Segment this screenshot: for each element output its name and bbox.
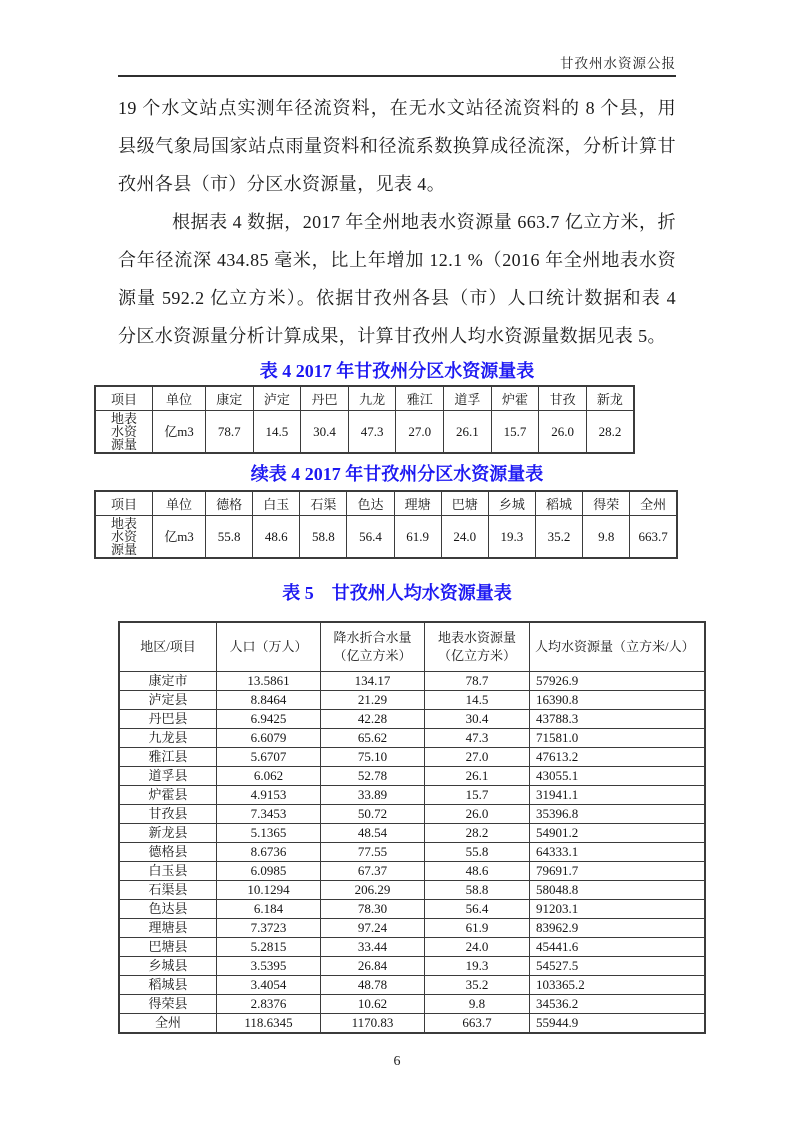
value-cell: 5.2815 (217, 938, 321, 957)
value-cell: 8.6736 (217, 843, 321, 862)
value-cell: 14.5 (253, 411, 301, 454)
table-header-row (95, 491, 677, 516)
body-paragraph-2: 根据表 4 数据，2017 年全州地表水资源量 663.7 亿立方米，折合年径流深 434.85 毫米，比上年增加 12.1 %（2016 年全州地表水资源量 592.2 亿立方米）。依据甘孜州各县（市）人口统计数据和表 4 分区水资源量分析计算成果，计算甘孜州人均水资源量数据见表 5。 (118, 212, 676, 346)
value-cell: 54901.2 (530, 824, 706, 843)
table4-title: 表 4 2017 年甘孜州分区水资源量表 (259, 361, 535, 381)
value-cell: 56.4 (347, 516, 394, 559)
value-cell: 134.17 (321, 672, 425, 691)
column-header-cell: 炉霍 (491, 386, 539, 411)
value-cell: 24.0 (441, 516, 488, 559)
value-cell: 91203.1 (530, 900, 706, 919)
value-cell: 79691.7 (530, 862, 706, 881)
column-header-cell: 单位 (153, 386, 206, 411)
table-row (119, 919, 705, 938)
header-rule (118, 75, 676, 77)
table-row (119, 976, 705, 995)
value-cell: 28.2 (425, 824, 530, 843)
value-cell: 54527.5 (530, 957, 706, 976)
table-row (119, 900, 705, 919)
column-header-cell: 康定 (206, 386, 254, 411)
value-cell: 47613.2 (530, 748, 706, 767)
value-cell: 3.4054 (217, 976, 321, 995)
value-cell: 27.0 (425, 748, 530, 767)
column-header-cell: 道孚 (444, 386, 492, 411)
column-header-cell: 得荣 (583, 491, 630, 516)
table-row (119, 862, 705, 881)
value-cell: 7.3453 (217, 805, 321, 824)
value-cell: 13.5861 (217, 672, 321, 691)
value-cell: 52.78 (321, 767, 425, 786)
value-cell: 26.0 (425, 805, 530, 824)
value-cell: 28.2 (586, 411, 634, 454)
value-cell: 10.62 (321, 995, 425, 1014)
column-header-cell: 项目 (95, 386, 153, 411)
row-label-cell: 白玉县 (119, 862, 217, 881)
value-cell: 9.8 (583, 516, 630, 559)
value-cell: 45441.6 (530, 938, 706, 957)
value-cell: 65.62 (321, 729, 425, 748)
page-footer (118, 1054, 676, 1070)
row-label-cell: 雅江县 (119, 748, 217, 767)
row-label-cell: 乡城县 (119, 957, 217, 976)
value-cell: 4.9153 (217, 786, 321, 805)
column-header-cell: 乡城 (488, 491, 535, 516)
row-label-cell: 全州 (119, 1014, 217, 1034)
column-header-cell: 色达 (347, 491, 394, 516)
table4b-body (95, 516, 677, 559)
value-cell: 663.7 (630, 516, 677, 559)
row-label-cell: 新龙县 (119, 824, 217, 843)
table-row (119, 843, 705, 862)
row-label-cell: 丹巴县 (119, 710, 217, 729)
value-cell: 31941.1 (530, 786, 706, 805)
value-cell: 33.44 (321, 938, 425, 957)
row-label-cell: 泸定县 (119, 691, 217, 710)
row-label-cell: 康定市 (119, 672, 217, 691)
value-cell: 58.8 (300, 516, 347, 559)
table-row (119, 995, 705, 1014)
row-label-cell: 石渠县 (119, 881, 217, 900)
column-header-cell: 丹巴 (301, 386, 349, 411)
value-cell: 55.8 (425, 843, 530, 862)
table-row (119, 938, 705, 957)
value-cell: 57926.9 (530, 672, 706, 691)
table-row (119, 1014, 705, 1034)
value-cell: 26.84 (321, 957, 425, 976)
value-cell: 5.6707 (217, 748, 321, 767)
column-header-cell: 雅江 (396, 386, 444, 411)
value-cell: 34536.2 (530, 995, 706, 1014)
value-cell: 35.2 (425, 976, 530, 995)
column-header-cell: 石渠 (300, 491, 347, 516)
value-cell: 6.184 (217, 900, 321, 919)
value-cell: 47.3 (348, 411, 396, 454)
table-row (119, 824, 705, 843)
value-cell: 42.28 (321, 710, 425, 729)
table-header-row (95, 386, 634, 411)
table-row (119, 957, 705, 976)
value-cell: 35.2 (535, 516, 582, 559)
value-cell: 6.9425 (217, 710, 321, 729)
table-row (119, 672, 705, 691)
table-row (119, 729, 705, 748)
row-label-cell: 稻城县 (119, 976, 217, 995)
table5-per-capita-water-resources (118, 621, 706, 1034)
column-header-cell: 人均水资源量（立方米/人） (530, 622, 706, 672)
value-cell: 16390.8 (530, 691, 706, 710)
value-cell: 亿m3 (153, 516, 206, 559)
table-header-row (119, 622, 705, 672)
row-label-cell: 理塘县 (119, 919, 217, 938)
table-row (119, 881, 705, 900)
value-cell: 6.062 (217, 767, 321, 786)
value-cell: 6.0985 (217, 862, 321, 881)
value-cell: 78.7 (425, 672, 530, 691)
column-header-cell: 人口（万人） (217, 622, 321, 672)
value-cell: 43788.3 (530, 710, 706, 729)
value-cell: 48.6 (253, 516, 300, 559)
value-cell: 30.4 (301, 411, 349, 454)
value-cell: 15.7 (491, 411, 539, 454)
column-header-cell: 白玉 (253, 491, 300, 516)
running-header-title: 甘孜州水资源公报 (560, 56, 676, 71)
value-cell: 77.55 (321, 843, 425, 862)
row-label-cell: 得荣县 (119, 995, 217, 1014)
row-label-cell: 地表水资源量 (95, 411, 153, 454)
value-cell: 15.7 (425, 786, 530, 805)
column-header-cell: 泸定 (253, 386, 301, 411)
page-number: 6 (393, 1054, 401, 1069)
table4-continued-title: 续表 4 2017 年甘孜州分区水资源量表 (250, 464, 544, 484)
value-cell: 663.7 (425, 1014, 530, 1034)
value-cell: 26.0 (539, 411, 587, 454)
column-header-cell: 全州 (630, 491, 677, 516)
body-paragraph-1: 19 个水文站点实测年径流资料，在无水文站径流资料的 8 个县，用县级气象局国家站点雨量资料和径流系数换算成径流深，分析计算甘孜州各县（市）分区水资源量，见表 4。 (118, 98, 676, 194)
value-cell: 61.9 (425, 919, 530, 938)
row-label-cell: 地表水资源量 (95, 516, 153, 559)
table-row (119, 786, 705, 805)
column-header-cell: 地区/项目 (119, 622, 217, 672)
value-cell: 71581.0 (530, 729, 706, 748)
row-label-cell: 巴塘县 (119, 938, 217, 957)
table-row (119, 767, 705, 786)
table4-head (95, 386, 634, 411)
value-cell: 7.3723 (217, 919, 321, 938)
table5-head (119, 622, 705, 672)
column-header-cell: 甘孜 (539, 386, 587, 411)
value-cell: 78.30 (321, 900, 425, 919)
value-cell: 55.8 (206, 516, 253, 559)
table4-continued-water-resources-by-district (94, 490, 678, 559)
value-cell: 5.1365 (217, 824, 321, 843)
column-header-cell: 降水折合水量（亿立方米） (321, 622, 425, 672)
column-header-cell: 项目 (95, 491, 153, 516)
value-cell: 亿m3 (153, 411, 206, 454)
table-row (119, 805, 705, 824)
table5-body (119, 672, 705, 1034)
value-cell: 21.29 (321, 691, 425, 710)
running-header (118, 0, 676, 77)
row-label-cell: 炉霍县 (119, 786, 217, 805)
row-label-cell: 德格县 (119, 843, 217, 862)
row-label-cell: 甘孜县 (119, 805, 217, 824)
value-cell: 3.5395 (217, 957, 321, 976)
row-label-cell: 色达县 (119, 900, 217, 919)
column-header-cell: 新龙 (586, 386, 634, 411)
value-cell: 55944.9 (530, 1014, 706, 1034)
column-header-cell: 地表水资源量（亿立方米） (425, 622, 530, 672)
column-header-cell: 单位 (153, 491, 206, 516)
content-area (110, 0, 695, 1034)
value-cell: 6.6079 (217, 729, 321, 748)
value-cell: 64333.1 (530, 843, 706, 862)
value-cell: 10.1294 (217, 881, 321, 900)
value-cell: 103365.2 (530, 976, 706, 995)
table-row (119, 748, 705, 767)
value-cell: 1170.83 (321, 1014, 425, 1034)
value-cell: 48.78 (321, 976, 425, 995)
value-cell: 67.37 (321, 862, 425, 881)
value-cell: 27.0 (396, 411, 444, 454)
value-cell: 118.6345 (217, 1014, 321, 1034)
value-cell: 206.29 (321, 881, 425, 900)
row-label-cell: 道孚县 (119, 767, 217, 786)
value-cell: 83962.9 (530, 919, 706, 938)
table-row (119, 691, 705, 710)
table-row (119, 710, 705, 729)
table4-body (95, 411, 634, 454)
value-cell: 19.3 (425, 957, 530, 976)
value-cell: 47.3 (425, 729, 530, 748)
value-cell: 56.4 (425, 900, 530, 919)
value-cell: 19.3 (488, 516, 535, 559)
value-cell: 2.8376 (217, 995, 321, 1014)
value-cell: 24.0 (425, 938, 530, 957)
value-cell: 14.5 (425, 691, 530, 710)
value-cell: 58.8 (425, 881, 530, 900)
column-header-cell: 理塘 (394, 491, 441, 516)
value-cell: 43055.1 (530, 767, 706, 786)
table5-title: 表 5 甘孜州人均水资源量表 (282, 583, 512, 603)
value-cell: 61.9 (394, 516, 441, 559)
value-cell: 58048.8 (530, 881, 706, 900)
value-cell: 50.72 (321, 805, 425, 824)
value-cell: 30.4 (425, 710, 530, 729)
value-cell: 9.8 (425, 995, 530, 1014)
value-cell: 48.6 (425, 862, 530, 881)
value-cell: 26.1 (425, 767, 530, 786)
value-cell: 8.8464 (217, 691, 321, 710)
column-header-cell: 九龙 (348, 386, 396, 411)
column-header-cell: 德格 (206, 491, 253, 516)
value-cell: 48.54 (321, 824, 425, 843)
value-cell: 97.24 (321, 919, 425, 938)
value-cell: 35396.8 (530, 805, 706, 824)
value-cell: 33.89 (321, 786, 425, 805)
column-header-cell: 巴塘 (441, 491, 488, 516)
value-cell: 78.7 (206, 411, 254, 454)
value-cell: 75.10 (321, 748, 425, 767)
table-row (95, 411, 634, 454)
column-header-cell: 稻城 (535, 491, 582, 516)
value-cell: 26.1 (444, 411, 492, 454)
table4b-head (95, 491, 677, 516)
row-label-cell: 九龙县 (119, 729, 217, 748)
table4-water-resources-by-district (94, 385, 635, 454)
table-row (95, 516, 677, 559)
